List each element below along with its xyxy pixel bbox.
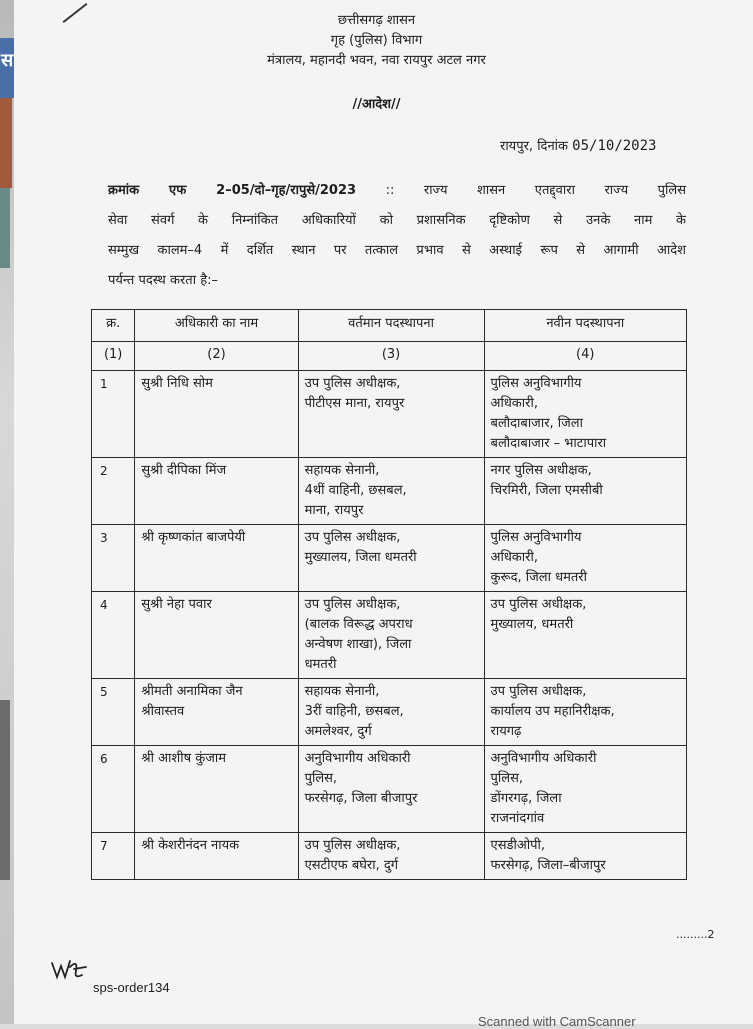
officer-name <box>135 525 298 592</box>
officer-name-line: श्री आशीष कुंजाम <box>141 751 226 766</box>
order-line-4: पर्यन्त पदस्थ करता है:– <box>108 273 218 288</box>
current-posting-line: (बालक विरूद्ध अपराध <box>304 617 413 632</box>
header-new-posting: नवीन पदस्थापना <box>484 310 686 342</box>
officer-name-line: श्रीवास्तव <box>141 704 185 719</box>
current-posting <box>298 679 484 746</box>
govt-name: छत्तीसगढ़ शासन <box>337 13 416 28</box>
current-posting-line: माना, रायपुर <box>304 503 364 518</box>
new-posting-line: राजनांदगांव <box>490 811 545 826</box>
new-posting-line: उप पुलिस अधीक्षक, <box>490 684 587 699</box>
officer-name-line: श्रीमती अनामिका जैन <box>141 684 243 699</box>
header-current-posting: वर्तमान पदस्थापना <box>298 310 484 342</box>
serial-number: 5 <box>92 679 135 746</box>
current-posting-line: 4थीं वाहिनी, छसबल, <box>304 483 407 498</box>
new-posting-line: रायगढ़ <box>490 724 522 739</box>
column-number: (2) <box>135 342 298 371</box>
new-posting <box>484 592 686 679</box>
new-posting-line: डोंगरगढ़, जिला <box>490 791 562 806</box>
header-serial: क्र. <box>92 310 135 342</box>
current-posting-line: सहायक सेनानी, <box>304 463 380 478</box>
new-posting-line: पुलिस, <box>490 771 524 786</box>
new-posting-line: कुरूद, जिला धमतरी <box>490 570 587 585</box>
scanner-watermark: Scanned with CamScanner <box>478 1014 636 1029</box>
new-posting-line: चिरमिरी, जिला एमसीबी <box>490 483 603 498</box>
current-posting <box>298 833 484 880</box>
current-posting-line: धमतरी <box>304 657 337 672</box>
new-posting <box>484 525 686 592</box>
current-posting-line: अमलेश्वर, दुर्ग <box>304 724 372 739</box>
new-posting-line: अधिकारी, <box>490 550 538 565</box>
new-posting-line: एसडीओपी, <box>490 838 545 853</box>
current-posting <box>298 458 484 525</box>
serial-number: 3 <box>92 525 135 592</box>
page-continuation: .........2 <box>676 928 715 941</box>
current-posting-line: पीटीएस माना, रायपुर <box>304 396 405 411</box>
current-posting-line: पुलिस, <box>304 771 338 786</box>
order-paragraph <box>108 176 686 296</box>
table-row <box>92 371 687 458</box>
current-posting <box>298 525 484 592</box>
new-posting-line: बलौदाबाजार, जिला <box>490 416 583 431</box>
officer-name-line: सुश्री निधि सोम <box>141 376 213 391</box>
table-row <box>92 458 687 525</box>
date-value: 05/10/2023 <box>572 138 657 154</box>
officer-name <box>135 679 298 746</box>
current-posting-line: उप पुलिस अधीक्षक, <box>304 376 401 391</box>
current-posting-line: 3रीं वाहिनी, छसबल, <box>304 704 404 719</box>
table-row <box>92 592 687 679</box>
table-column-number-row <box>92 342 687 371</box>
officer-name <box>135 371 298 458</box>
date-label: रायपुर, दिनांक <box>500 139 569 154</box>
order-number: क्रमांक एफ 2–05/दो–गृह/रापुसे/2023 <box>108 183 357 198</box>
posting-table <box>91 309 687 880</box>
new-posting <box>484 833 686 880</box>
order-line-3: सम्मुख कालम–4 में दर्शित स्थान पर तत्काल प्रभाव से अस्थाई रूप से आगामी आदेश <box>108 243 686 258</box>
department-name: गृह (पुलिस) विभाग <box>330 33 423 48</box>
office-address: मंत्रालय, महानदी भवन, नवा रायपुर अटल नगर <box>267 53 486 68</box>
new-posting-line: पुलिस अनुविभागीय <box>490 530 582 545</box>
current-posting-line: अनुविभागीय अधिकारी <box>304 751 411 766</box>
order-date <box>500 136 656 154</box>
edge-poster-glyph: स <box>1 50 14 71</box>
serial-number: 1 <box>92 371 135 458</box>
current-posting-line: अन्वेषण शाखा), जिला <box>304 637 412 652</box>
current-posting-line: उप पुलिस अधीक्षक, <box>304 597 401 612</box>
new-posting <box>484 679 686 746</box>
order-title: //आदेश// <box>352 97 401 112</box>
header-officer-name: अधिकारी का नाम <box>135 310 298 342</box>
table-row <box>92 746 687 833</box>
serial-number: 4 <box>92 592 135 679</box>
current-posting-line: उप पुलिस अधीक्षक, <box>304 530 401 545</box>
new-posting-line: अनुविभागीय अधिकारी <box>490 751 597 766</box>
document-reference: sps-order134 <box>93 980 170 995</box>
new-posting <box>484 371 686 458</box>
new-posting-line: अधिकारी, <box>490 396 538 411</box>
officer-name-line: सुश्री नेहा पवार <box>141 597 212 612</box>
new-posting <box>484 746 686 833</box>
table-row <box>92 525 687 592</box>
officer-name-line: श्री केशरीनंदन नायक <box>141 838 240 853</box>
edge-color-fragment <box>0 188 10 268</box>
column-number: (3) <box>298 342 484 371</box>
edge-shadow <box>0 700 10 880</box>
column-number: (1) <box>92 342 135 371</box>
new-posting-line: कार्यालय उप महानिरीक्षक, <box>490 704 615 719</box>
new-posting-line: मुख्यालय, धमतरी <box>490 617 574 632</box>
table-header-row <box>92 310 687 342</box>
order-line-1 <box>108 176 686 206</box>
current-posting <box>298 746 484 833</box>
new-posting-line: उप पुलिस अधीक्षक, <box>490 597 587 612</box>
current-posting-line: फरसेगढ़, जिला बीजापुर <box>304 791 418 806</box>
officer-name-line: सुश्री दीपिका मिंज <box>141 463 227 478</box>
new-posting-line: पुलिस अनुविभागीय <box>490 376 582 391</box>
order-line-2: सेवा संवर्ग के निम्नांकित अधिकारियों को प्रशासनिक दृष्टिकोण से उनके नाम के <box>108 213 686 228</box>
officer-name <box>135 592 298 679</box>
current-posting-line: मुख्यालय, जिला धमतरी <box>304 550 417 565</box>
serial-number: 2 <box>92 458 135 525</box>
current-posting-line: उप पुलिस अधीक्षक, <box>304 838 401 853</box>
new-posting <box>484 458 686 525</box>
current-posting-line: सहायक सेनानी, <box>304 684 380 699</box>
current-posting <box>298 371 484 458</box>
current-posting <box>298 592 484 679</box>
new-posting-line: बलौदाबाजार – भाटापारा <box>490 436 607 451</box>
table-body <box>92 371 687 880</box>
officer-name <box>135 458 298 525</box>
new-posting-line: नगर पुलिस अधीक्षक, <box>490 463 592 478</box>
serial-number: 6 <box>92 746 135 833</box>
officer-name-line: श्री कृष्णकांत बाजपेयी <box>141 530 246 545</box>
order-line-1-text: :: राज्य शासन एतद्द्वारा राज्य पुलिस <box>385 183 686 198</box>
table-row <box>92 833 687 880</box>
new-posting-line: फरसेगढ़, जिला–बीजापुर <box>490 858 606 873</box>
current-posting-line: एसटीएफ बघेरा, दुर्ग <box>304 858 399 873</box>
officer-name <box>135 833 298 880</box>
officer-name <box>135 746 298 833</box>
table-row <box>92 679 687 746</box>
serial-number: 7 <box>92 833 135 880</box>
column-number: (4) <box>484 342 686 371</box>
handwritten-initials <box>50 957 90 983</box>
